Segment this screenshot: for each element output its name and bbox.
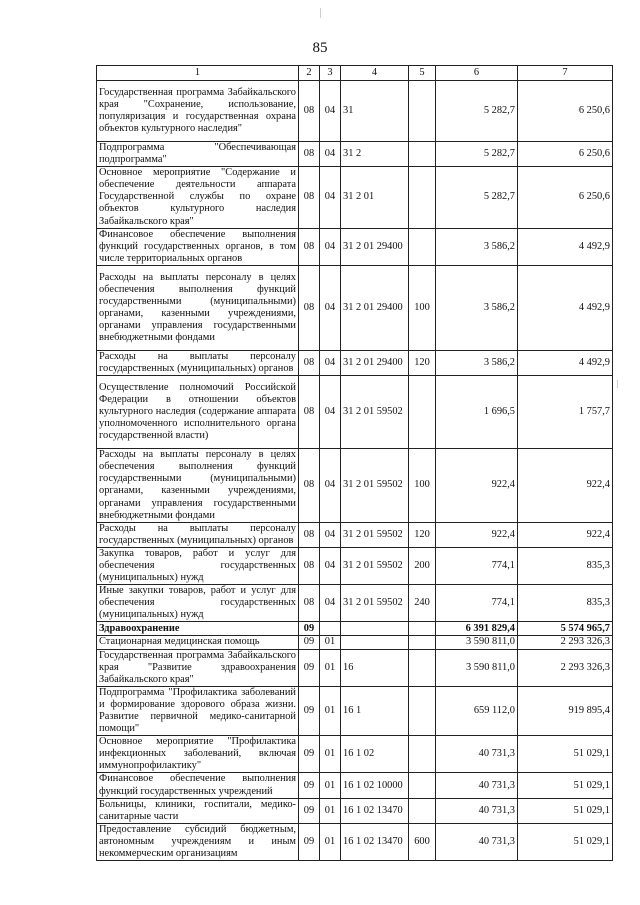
row-expense-type [409, 622, 436, 636]
table-header-row [97, 66, 613, 81]
row-target-item [341, 636, 409, 649]
table-row [97, 522, 613, 547]
row-subsection: 01 [320, 773, 341, 798]
row-subsection: 01 [320, 736, 341, 773]
row-section: 08 [299, 376, 320, 449]
row-amount-year-2: 4 492,9 [518, 350, 613, 375]
table-row [97, 142, 613, 167]
row-amount-year-2: 6 250,6 [518, 142, 613, 167]
row-expense-type: 600 [409, 823, 436, 860]
row-subsection: 04 [320, 142, 341, 167]
row-section: 09 [299, 686, 320, 735]
page-number: 85 [312, 40, 328, 56]
row-subsection: 04 [320, 81, 341, 142]
header-amount-year-2: 7 [518, 66, 613, 81]
row-subsection: 04 [320, 585, 341, 622]
row-amount-year-1: 40 731,3 [436, 736, 518, 773]
row-expense-type: 100 [409, 449, 436, 523]
row-section: 08 [299, 81, 320, 142]
table-row [97, 228, 613, 265]
row-target-item: 31 [341, 81, 409, 142]
row-amount-year-1: 3 586,2 [436, 228, 518, 265]
row-subsection: 01 [320, 686, 341, 735]
row-section: 08 [299, 265, 320, 350]
row-amount-year-2: 835,3 [518, 547, 613, 584]
row-name: Расходы на выплаты персоналу государственных (муниципальных) органов [97, 522, 299, 547]
table-row [97, 649, 613, 686]
row-target-item: 31 2 01 29400 [341, 228, 409, 265]
row-section: 09 [299, 823, 320, 860]
header-expense-type: 5 [409, 66, 436, 81]
row-amount-year-2: 51 029,1 [518, 773, 613, 798]
row-section: 09 [299, 622, 320, 636]
row-target-item [341, 622, 409, 636]
row-expense-type: 100 [409, 265, 436, 350]
row-amount-year-1: 3 586,2 [436, 350, 518, 375]
row-amount-year-1: 3 590 811,0 [436, 636, 518, 649]
table-row [97, 547, 613, 584]
budget-table [96, 65, 613, 861]
row-subsection: 04 [320, 350, 341, 375]
row-name: Государственная программа Забайкальского края "Сохранение, использование, популяризация и государственная охрана объектов культурного наследия" [97, 81, 299, 142]
row-amount-year-2: 922,4 [518, 449, 613, 523]
row-subsection: 01 [320, 823, 341, 860]
row-amount-year-2: 919 895,4 [518, 686, 613, 735]
table-row [97, 585, 613, 622]
row-amount-year-2: 4 492,9 [518, 265, 613, 350]
row-subsection: 04 [320, 449, 341, 523]
row-section: 09 [299, 798, 320, 823]
row-subsection: 04 [320, 522, 341, 547]
row-section: 08 [299, 522, 320, 547]
row-expense-type [409, 142, 436, 167]
header-name: 1 [97, 66, 299, 81]
row-expense-type [409, 773, 436, 798]
header-amount-year-1: 6 [436, 66, 518, 81]
row-amount-year-2: 51 029,1 [518, 823, 613, 860]
row-target-item: 16 1 02 13470 [341, 798, 409, 823]
row-subsection: 01 [320, 649, 341, 686]
row-amount-year-1: 922,4 [436, 522, 518, 547]
table-row [97, 636, 613, 649]
table-row [97, 449, 613, 523]
row-amount-year-2: 835,3 [518, 585, 613, 622]
row-amount-year-2: 6 250,6 [518, 81, 613, 142]
row-expense-type [409, 798, 436, 823]
table-row [97, 773, 613, 798]
row-target-item: 31 2 01 29400 [341, 350, 409, 375]
row-amount-year-2: 2 293 326,3 [518, 649, 613, 686]
row-amount-year-2: 51 029,1 [518, 798, 613, 823]
row-expense-type: 200 [409, 547, 436, 584]
header-section: 2 [299, 66, 320, 81]
row-name: Подпрограмма "Профилактика заболеваний и формирование здорового образа жизни. Развитие первичной медико-санитарной помощи" [97, 686, 299, 735]
row-section: 09 [299, 649, 320, 686]
row-amount-year-2: 922,4 [518, 522, 613, 547]
row-subsection: 04 [320, 547, 341, 584]
row-section: 09 [299, 636, 320, 649]
table-row [97, 350, 613, 375]
row-target-item: 31 2 01 59502 [341, 376, 409, 449]
row-target-item: 31 2 01 59502 [341, 522, 409, 547]
row-section: 08 [299, 350, 320, 375]
row-expense-type [409, 636, 436, 649]
table-row [97, 823, 613, 860]
row-name: Стационарная медицинская помощь [97, 636, 299, 649]
row-target-item: 31 2 [341, 142, 409, 167]
row-amount-year-2: 6 250,6 [518, 167, 613, 228]
row-expense-type [409, 686, 436, 735]
row-name: Предоставление субсидий бюджетным, автономным учреждениям и иным некоммерческим организациям [97, 823, 299, 860]
row-subsection: 01 [320, 798, 341, 823]
row-section: 08 [299, 142, 320, 167]
table-row [97, 167, 613, 228]
row-expense-type [409, 167, 436, 228]
row-expense-type [409, 649, 436, 686]
row-section: 09 [299, 773, 320, 798]
row-subsection [320, 622, 341, 636]
row-amount-year-2: 51 029,1 [518, 736, 613, 773]
header-target-item: 4 [341, 66, 409, 81]
row-amount-year-2: 1 757,7 [518, 376, 613, 449]
row-section: 08 [299, 449, 320, 523]
row-name: Здравоохранение [97, 622, 299, 636]
row-name: Финансовое обеспечение выполнения функций государственных учреждений [97, 773, 299, 798]
row-amount-year-1: 40 731,3 [436, 823, 518, 860]
table-row [97, 265, 613, 350]
row-expense-type [409, 81, 436, 142]
row-subsection: 01 [320, 636, 341, 649]
row-target-item: 16 1 02 [341, 736, 409, 773]
row-amount-year-2: 4 492,9 [518, 228, 613, 265]
row-expense-type [409, 736, 436, 773]
table-row [97, 622, 613, 636]
row-section: 08 [299, 585, 320, 622]
row-target-item: 16 1 02 13470 [341, 823, 409, 860]
row-name: Подпрограмма "Обеспечивающая подпрограмма" [97, 142, 299, 167]
row-amount-year-1: 3 586,2 [436, 265, 518, 350]
row-name: Иные закупки товаров, работ и услуг для обеспечения государственных (муниципальных) нужд [97, 585, 299, 622]
row-name: Больницы, клиники, госпитали, медико-санитарные части [97, 798, 299, 823]
row-expense-type: 120 [409, 522, 436, 547]
row-amount-year-1: 922,4 [436, 449, 518, 523]
row-section: 08 [299, 547, 320, 584]
table-row [97, 798, 613, 823]
table-row [97, 736, 613, 773]
row-amount-year-1: 6 391 829,4 [436, 622, 518, 636]
row-target-item: 31 2 01 59502 [341, 585, 409, 622]
header-subsection: 3 [320, 66, 341, 81]
row-section: 09 [299, 736, 320, 773]
row-target-item: 31 2 01 59502 [341, 449, 409, 523]
row-target-item: 16 [341, 649, 409, 686]
row-amount-year-1: 40 731,3 [436, 773, 518, 798]
row-amount-year-1: 659 112,0 [436, 686, 518, 735]
table-body [97, 81, 613, 861]
row-amount-year-1: 1 696,5 [436, 376, 518, 449]
row-target-item: 16 1 [341, 686, 409, 735]
row-amount-year-1: 3 590 811,0 [436, 649, 518, 686]
row-name: Основное мероприятие "Профилактика инфекционных заболеваний, включая иммунопрофилактику" [97, 736, 299, 773]
row-name: Расходы на выплаты персоналу в целях обеспечения выполнения функций государственными (муниципальными) органами, казенными учреждениями, органами управления государственными внебюджетными фондами [97, 265, 299, 350]
scan-edge-mark [617, 380, 618, 388]
row-expense-type [409, 228, 436, 265]
row-name: Основное мероприятие "Содержание и обеспечение деятельности аппарата Государственной службы по охране объектов культурного наследия Забайкальского края" [97, 167, 299, 228]
scan-edge-mark [320, 8, 321, 18]
row-subsection: 04 [320, 376, 341, 449]
row-amount-year-1: 774,1 [436, 547, 518, 584]
row-target-item: 31 2 01 29400 [341, 265, 409, 350]
row-target-item: 31 2 01 59502 [341, 547, 409, 584]
row-amount-year-2: 2 293 326,3 [518, 636, 613, 649]
row-subsection: 04 [320, 228, 341, 265]
row-name: Осуществление полномочий Российской Федерации в отношении объектов культурного наследия (содержание аппарата уполномоченного исполнительного органа государственной власти) [97, 376, 299, 449]
row-amount-year-1: 5 282,7 [436, 81, 518, 142]
row-amount-year-2: 5 574 965,7 [518, 622, 613, 636]
row-name: Расходы на выплаты персоналу в целях обеспечения выполнения функций государственными (муниципальными) органами, казенными учреждениями, органами управления государственными внебюджетными фондами [97, 449, 299, 523]
row-expense-type: 120 [409, 350, 436, 375]
row-section: 08 [299, 167, 320, 228]
row-amount-year-1: 774,1 [436, 585, 518, 622]
row-name: Расходы на выплаты персоналу государственных (муниципальных) органов [97, 350, 299, 375]
row-amount-year-1: 40 731,3 [436, 798, 518, 823]
row-target-item: 31 2 01 [341, 167, 409, 228]
row-target-item: 16 1 02 10000 [341, 773, 409, 798]
row-name: Закупка товаров, работ и услуг для обеспечения государственных (муниципальных) нужд [97, 547, 299, 584]
row-expense-type [409, 376, 436, 449]
row-section: 08 [299, 228, 320, 265]
row-amount-year-1: 5 282,7 [436, 142, 518, 167]
table-row [97, 81, 613, 142]
row-subsection: 04 [320, 167, 341, 228]
table-row [97, 376, 613, 449]
row-amount-year-1: 5 282,7 [436, 167, 518, 228]
row-expense-type: 240 [409, 585, 436, 622]
table-row [97, 686, 613, 735]
row-name: Государственная программа Забайкальского края "Развитие здравоохранения Забайкальского края" [97, 649, 299, 686]
row-name: Финансовое обеспечение выполнения функций государственных органов, в том числе территориальных органов [97, 228, 299, 265]
row-subsection: 04 [320, 265, 341, 350]
